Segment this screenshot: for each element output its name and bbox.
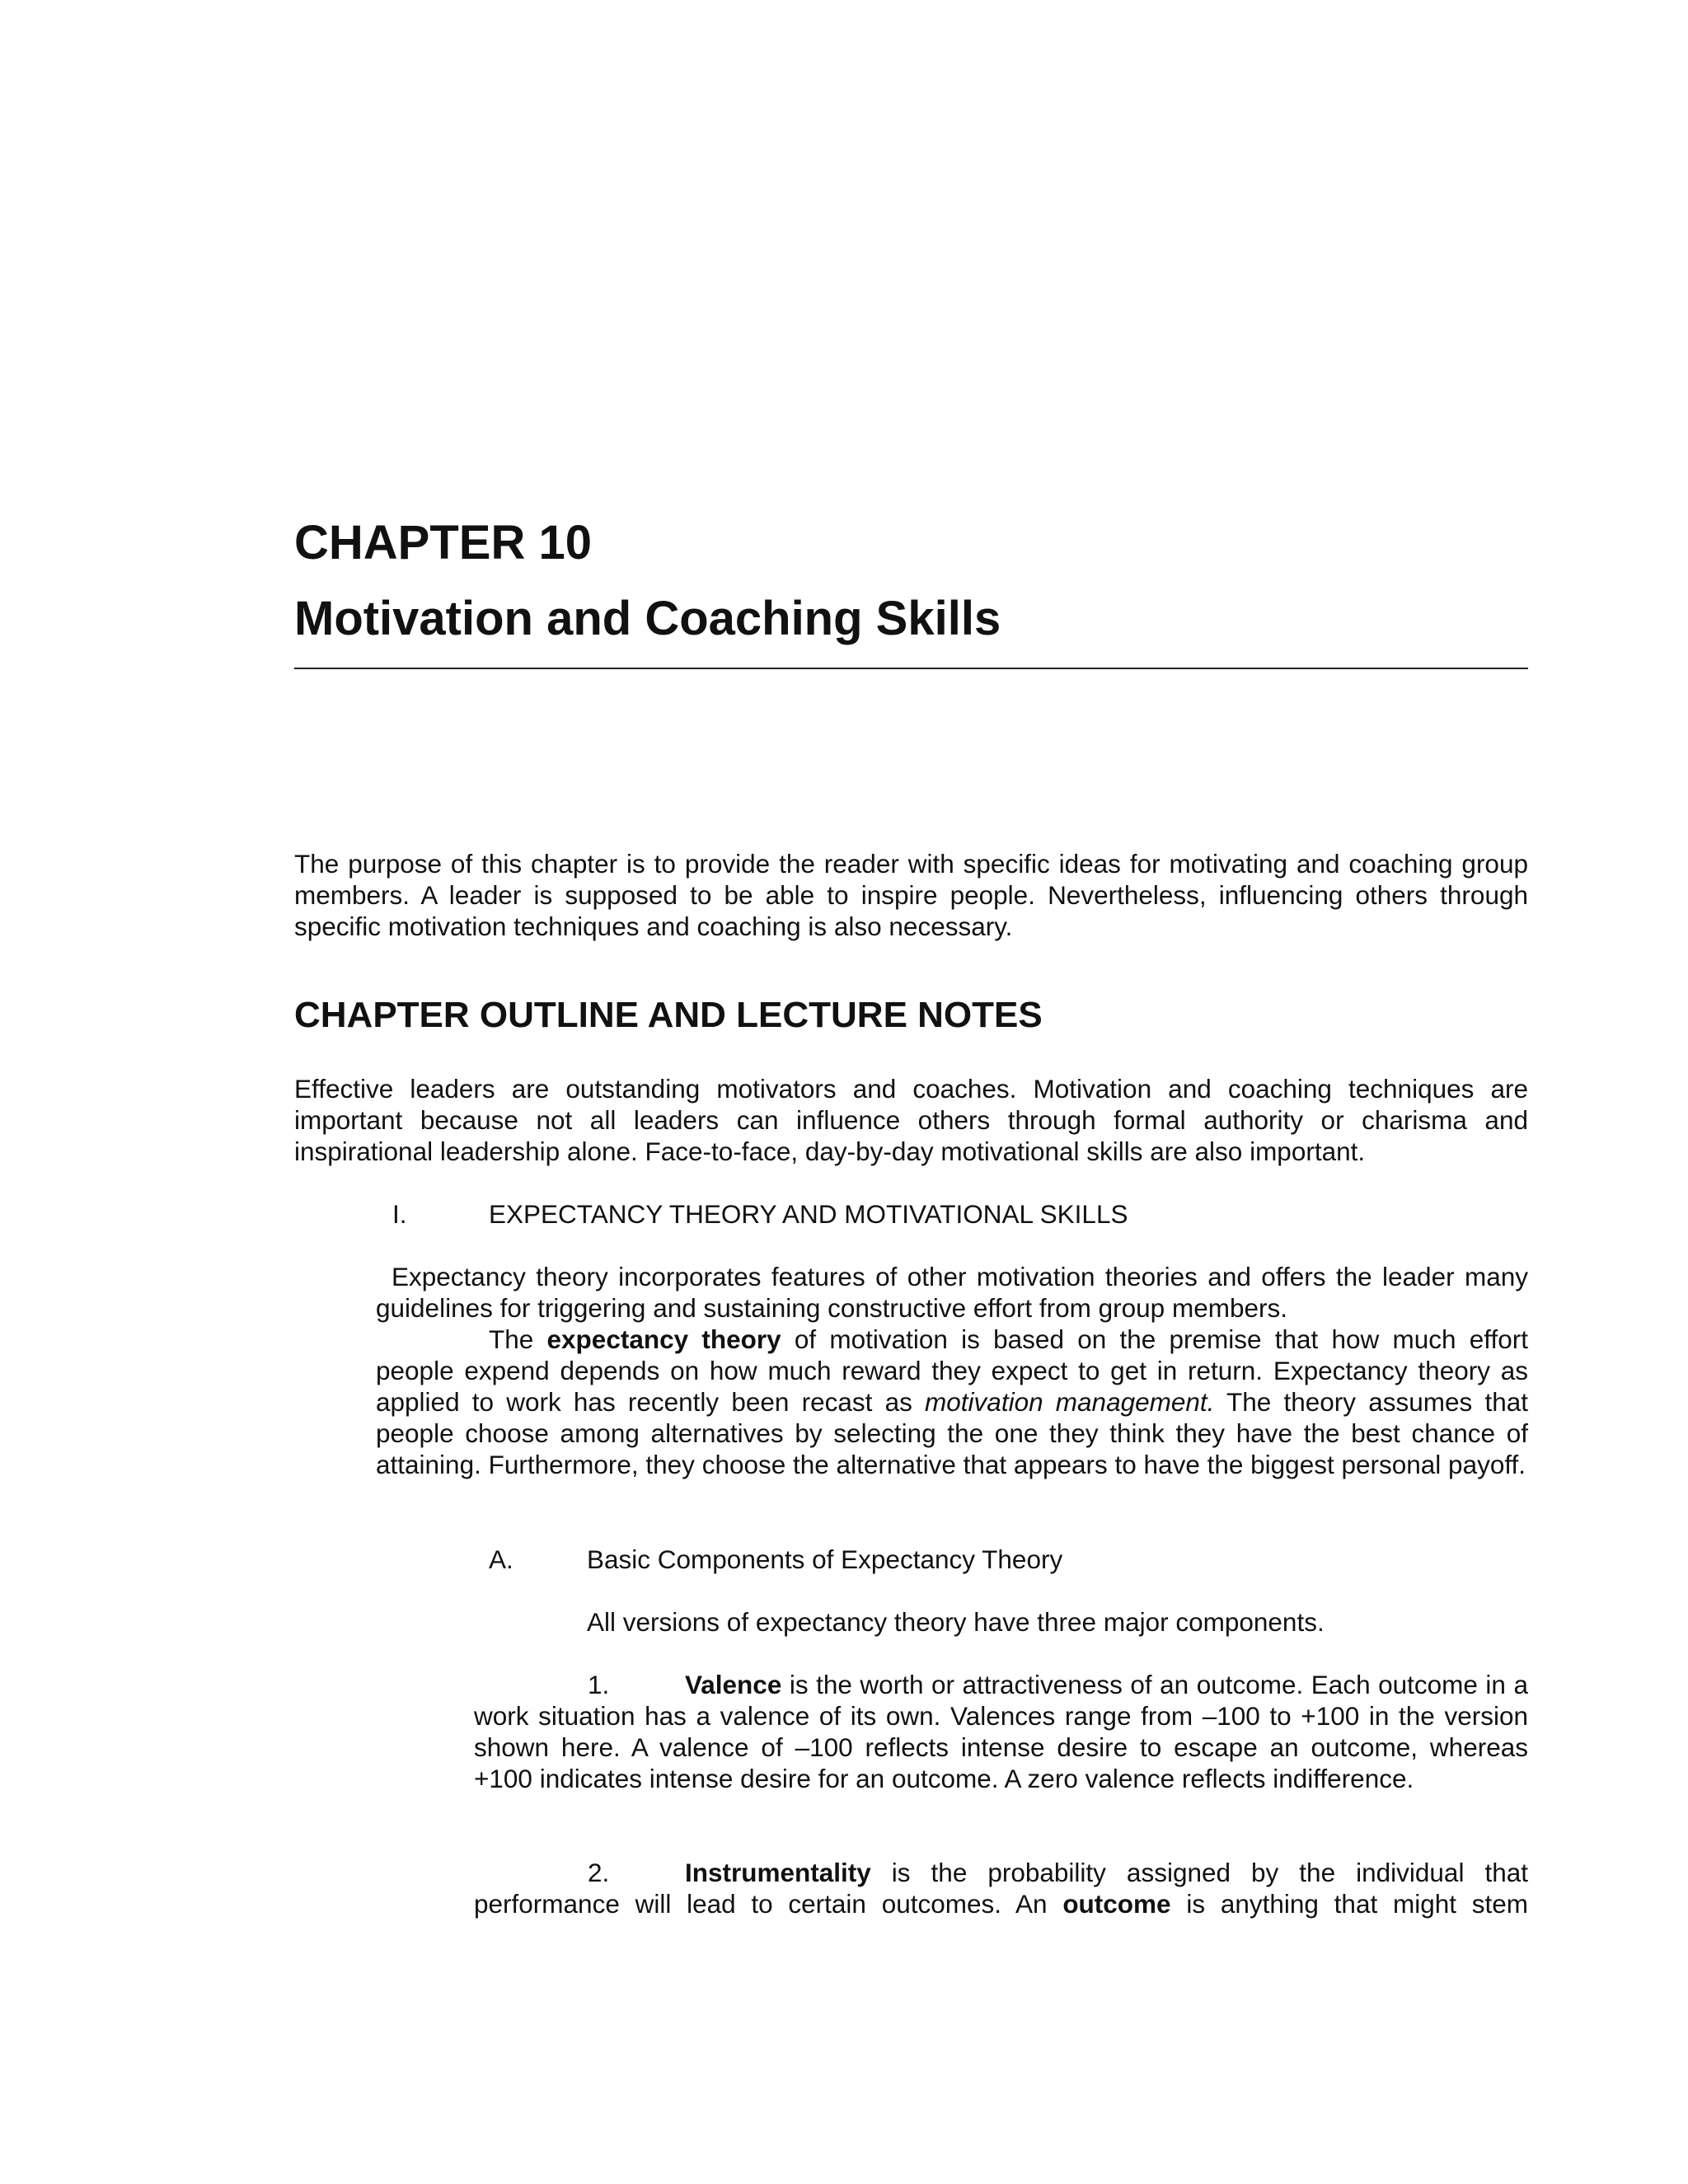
subsection-letter: A. [489, 1544, 513, 1574]
expectancy-intro-paragraph: Expectancy theory incorporates features of other motivation theories and offers the leader many guidelines for triggering and sustaining constructive effort from group members. [376, 1262, 1528, 1323]
list-item-number: 2. [588, 1858, 610, 1887]
list-item-valence: 1. Valence is the worth or attractiveness of an outcome. Each outcome in a work situation has a valence of its own. Valences range from –100 to +100 in the version shown here. A valence of –100 reflects intense desire to escape an outcome, whereas +100 indicates intense desire for an outcome. A zero valence reflects indifference. [474, 1670, 1528, 1793]
title-rule [294, 668, 1528, 669]
section-title: EXPECTANCY THEORY AND MOTIVATIONAL SKILLS [489, 1199, 1128, 1229]
section-numeral: I. [392, 1199, 407, 1229]
chapter-number: CHAPTER 10 [294, 516, 592, 569]
list-item-instrumentality: 2. Instrumentality is the probability assigned by the individual that performance will lead to certain outcomes. An outcome is anything that might stem [474, 1858, 1528, 1919]
outline-intro-paragraph: Effective leaders are outstanding motivators and coaches. Motivation and coaching techniques are important because not all leaders can influence others through formal authority or charisma and inspirational leadership alone. Face-to-face, day-by-day motivational skills are also important. [294, 1074, 1528, 1166]
chapter-title: Motivation and Coaching Skills [294, 592, 1001, 645]
subsection-title: Basic Components of Expectancy Theory [587, 1544, 1063, 1574]
term-motivation-management: motivation management. [925, 1387, 1215, 1417]
expectancy-definition-paragraph: The expectancy theory of motivation is based on the premise that how much effort people expend depends on how much reward they expect to get in return. Expectancy theory as applied to work has recently been recast as motivation management. The theory assumes that people choose among alternatives by selecting the one they think they have the best chance of attaining. Furthermore, they choose the alternative that appears to have the biggest personal payoff. [376, 1324, 1529, 1479]
term-outcome: outcome [1062, 1889, 1171, 1919]
list-item-number: 1. [588, 1670, 610, 1699]
term-expectancy-theory: expectancy theory [546, 1324, 781, 1354]
components-intro: All versions of expectancy theory have three major components. [587, 1607, 1325, 1637]
term-valence: Valence [685, 1670, 782, 1699]
term-instrumentality: Instrumentality [685, 1858, 871, 1887]
outline-heading: CHAPTER OUTLINE AND LECTURE NOTES [294, 995, 1043, 1035]
chapter-intro-paragraph: The purpose of this chapter is to provide the reader with specific ideas for motivating and coaching group members. A leader is supposed to be able to inspire people. Nevertheless, influencing others through specific motivation techniques and coaching is also necessary. [294, 849, 1528, 941]
